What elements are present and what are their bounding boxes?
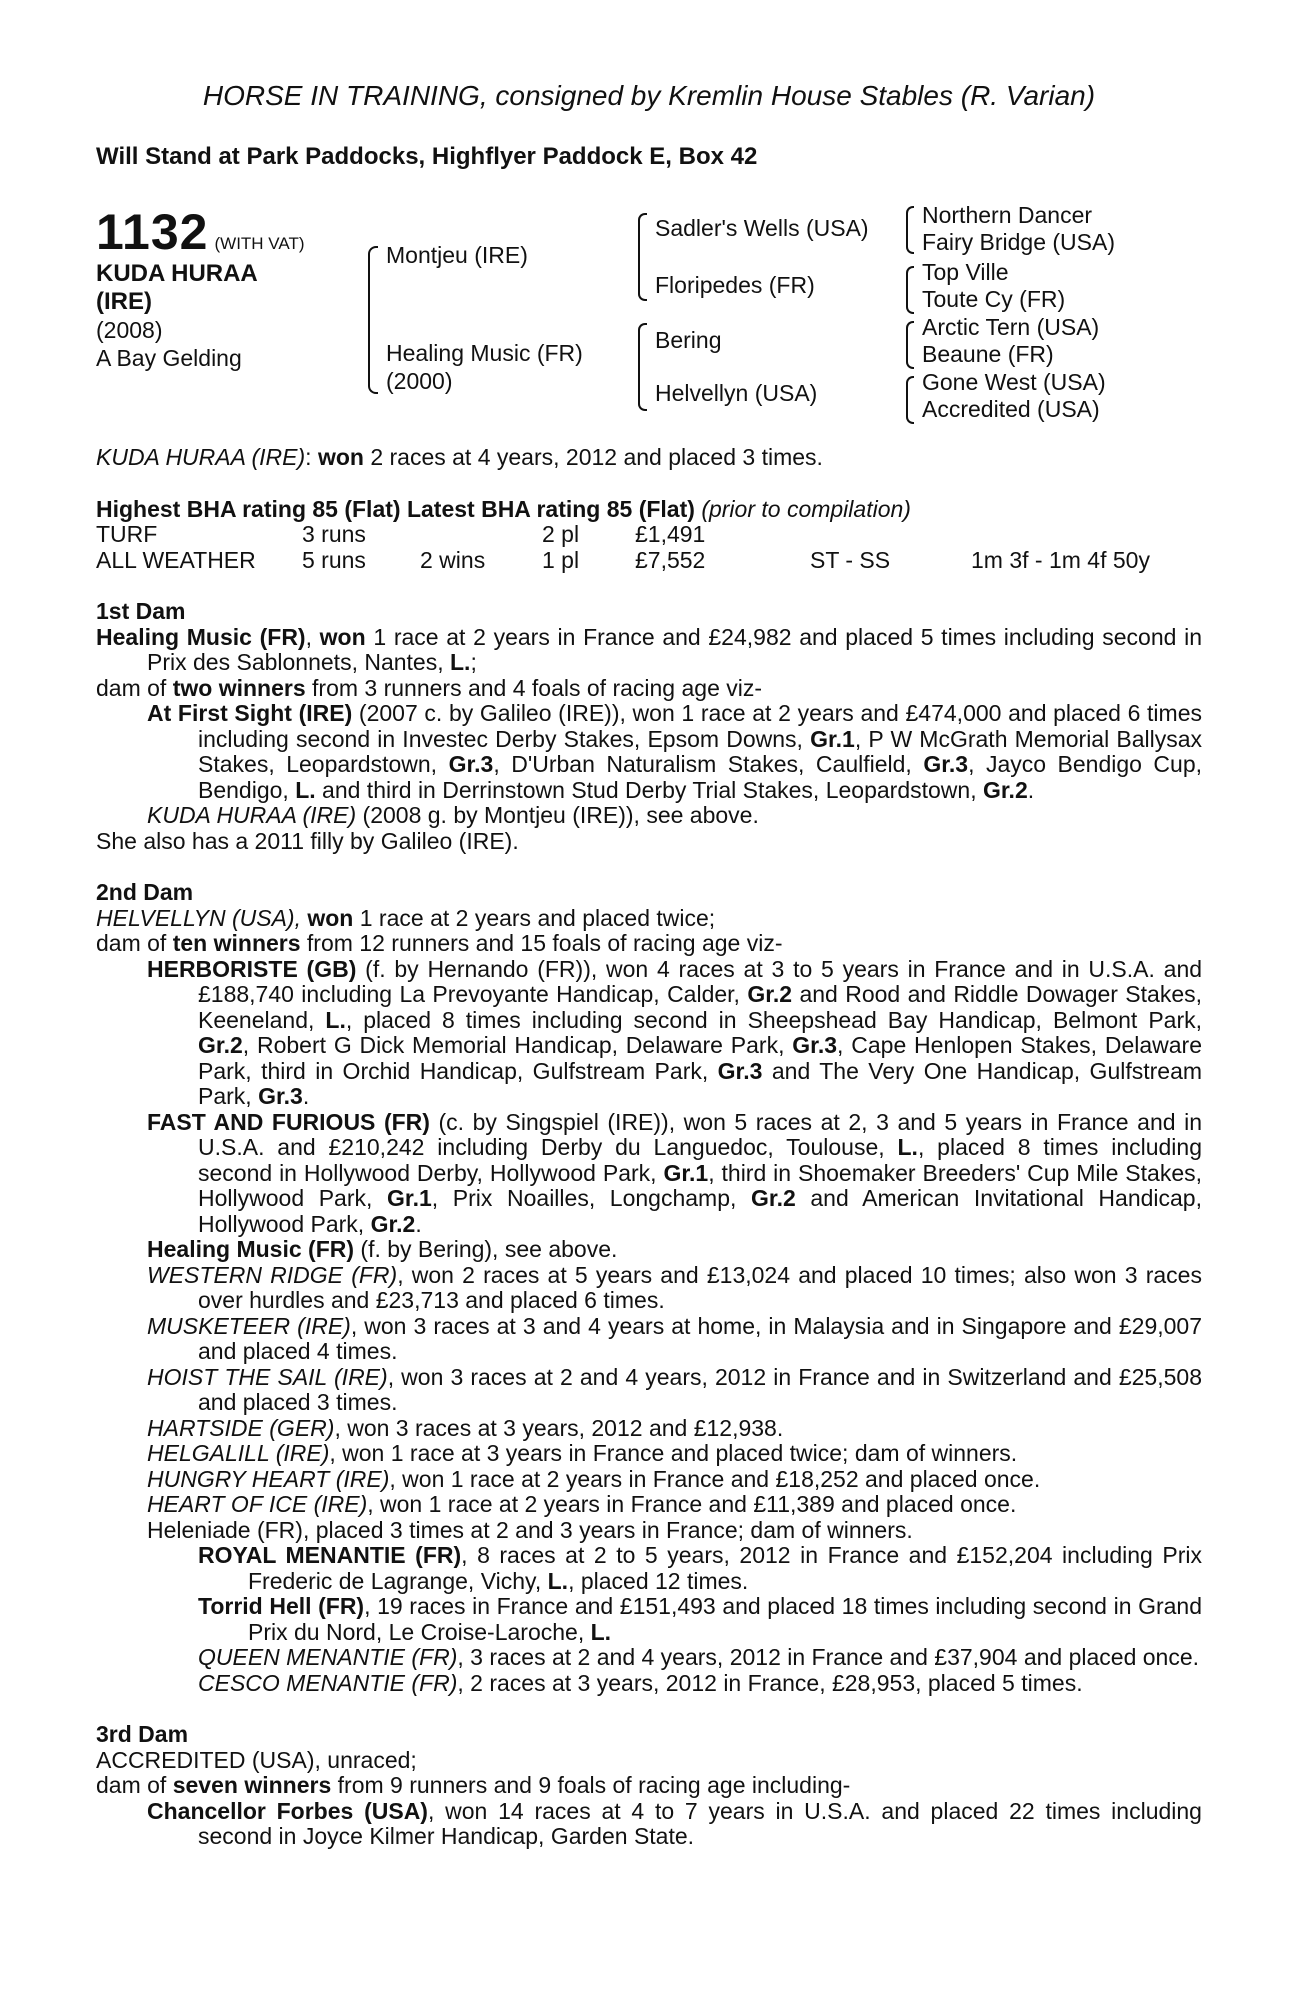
foaling-year: (2008) [96,317,163,343]
second-dam-produce-summary: dam of ten winners from 12 runners and 15 foals of racing age viz- [96,930,783,956]
first-dam-also: She also has a 2011 filly by Galileo (IRE). [96,827,519,854]
produce-herboriste: HERBORISTE (GB) (f. by Hernando (FR)), won 4 races at 3 to 5 years in France and in U.S.A. and £188,740 including La Prevoyante Handicap, Calder, Gr.2 and Rood and Riddle Dowager Stakes, Keeneland, L., placed 8 times including second in Sheepshead Bay Handicap, Belmont Park, Gr.2, Robert G Dick Memorial Handicap, Delaware Park, Gr.3, Cape Henlopen Stakes, Delaware Park, third in Orchid Handicap, Gulfstream Park, Gr.3 and The Very One Handicap, Gulfstream Park, Gr.3. [147,955,1203,1109]
third-dam-produce-summary: dam of seven winners from 9 runners and 9 foals of racing age including- [96,1772,851,1798]
sire: Montjeu (IRE) [386,242,528,268]
third-dam-heading: 3rd Dam [96,1721,189,1747]
ped-dss: Arctic Tern (USA) [922,314,1100,340]
ped-dsd: Beaune (FR) [922,341,1054,367]
sire-line-brace [638,213,647,301]
brace-3c [906,321,914,369]
stand-location: Will Stand at Park Paddocks, Highflyer Paddock E, Box 42 [96,143,758,170]
horse-description: A Bay Gelding [96,345,242,371]
produce-heart-of-ice: HEART OF ICE (IRE), won 1 race at 2 years in France and £11,389 and placed once. [147,1491,1017,1517]
ped-sds: Top Ville [922,259,1009,285]
ped-sss: Northern Dancer [922,202,1093,228]
produce-hoist-the-sail: HOIST THE SAIL (IRE), won 3 races at 2 and 4 years, 2012 in France and in Switzerland and £25,508 and placed 3 times. [147,1363,1202,1415]
produce-queen-menantie: QUEEN MENANTIE (FR), 3 races at 2 and 4 years, 2012 in France and £37,904 and placed once. [198,1644,1200,1670]
produce-fast-and-furious: FAST AND FURIOUS (FR) (c. by Singspiel (IRE)), won 5 races at 2, 3 and 5 years in France and in U.S.A. and £210,242 including Derby du Languedoc, Toulouse, L., placed 8 times including second in Hollywood Derby, Hollywood Park, Gr.1, third in Shoemaker Breeders' Cup Mile Stakes, Hollywood Park, Gr.1, Prix Noailles, Longchamp, Gr.2 and American Invitational Handicap, Hollywood Park, Gr.2. [147,1108,1203,1237]
sire-dam-brace [368,246,378,394]
consignor-heading: HORSE IN TRAINING, consigned by Kremlin House Stables (R. Varian) [202,80,1096,111]
first-dam-heading: 1st Dam [96,598,186,624]
produce-hungry-heart: HUNGRY HEART (IRE), won 1 race at 2 years in France and £18,252 and placed once. [147,1465,1041,1492]
sire-sire: Sadler's Wells (USA) [655,215,869,241]
third-dam-record: ACCREDITED (USA), unraced; [96,1746,417,1773]
produce-chancellor-forbes: Chancellor Forbes (USA), won 14 races at 4 to 7 years in U.S.A. and placed 22 times including second in Joyce Kilmer Handicap, Garden State. [147,1797,1202,1849]
ped-dds: Gone West (USA) [922,369,1106,395]
dam-line-brace [638,323,647,411]
produce-helgalill: HELGALILL (IRE), won 1 race at 3 years in France and placed twice; dam of winners. [147,1440,1018,1466]
ped-ssd: Fairy Bridge (USA) [922,229,1115,255]
dam-sire: Bering [655,327,722,353]
dam-year: (2000) [386,368,453,394]
second-dam-record: HELVELLYN (USA), won 1 race at 2 years and placed twice; [96,904,716,931]
brace-3b [906,266,914,314]
produce-kuda-huraa: KUDA HURAA (IRE) (2008 g. by Montjeu (IRE)), see above. [147,802,759,828]
first-dam-record: Healing Music (FR), won 1 race at 2 years in France and £24,982 and placed 5 times including second in Prix des Sablonnets, Nantes, L.; [96,623,1203,675]
lot-number-block [96,203,305,261]
dam: Healing Music (FR) [386,340,583,366]
race-record-body [96,445,1202,1850]
produce-musketeer: MUSKETEER (IRE), won 3 races at 3 and 4 years at home, in Malaysia and in Singapore and £29,007 and placed 4 times. [147,1312,1202,1364]
vat-note: (WITH VAT) [214,234,305,253]
second-dam-heading: 2nd Dam [96,879,194,905]
ped-ddd: Accredited (USA) [922,396,1100,422]
first-dam-produce-summary: dam of two winners from 3 runners and 4 foals of racing age viz- [96,674,763,701]
record-row-all-weather: ALL WEATHER 5 runs 2 wins 1 pl £7,552 ST - SS 1m 3f - 1m 4f 50y [96,546,1150,573]
produce-royal-menantie: ROYAL MENANTIE (FR), 8 races at 2 to 5 years, 2012 in France and £152,204 including Prix Frederic de Lagrange, Vichy, L., placed 12 times. [198,1542,1202,1594]
ped-sdd: Toute Cy (FR) [922,286,1066,312]
brace-3a [906,206,914,254]
produce-hartside: HARTSIDE (GER), won 3 races at 3 years, 2012 and £12,938. [147,1414,784,1441]
horse-name: KUDA HURAA (IRE) [96,260,257,315]
produce-torrid-hell: Torrid Hell (FR), 19 races in France and £151,493 and placed 18 times including second in Grand Prix du Nord, Le Croise-Laroche, L. [198,1593,1203,1645]
brace-3d [906,376,914,424]
produce-healing-music: Healing Music (FR) (f. by Bering), see above. [147,1236,618,1262]
produce-western-ridge: WESTERN RIDGE (FR), won 2 races at 5 years and £13,024 and placed 10 times; also won 3 races over hurdles and £23,713 and placed 6 times. [147,1261,1202,1313]
bha-rating: Highest BHA rating 85 (Flat) Latest BHA rating 85 (Flat) (prior to compilation) [96,495,911,522]
produce-heleniade: Heleniade (FR), placed 3 times at 2 and 3 years in France; dam of winners. [147,1516,913,1543]
record-row-turf: TURF 3 runs 2 pl £1,491 [96,521,706,547]
dam-dam: Helvellyn (USA) [655,380,818,406]
produce-at-first-sight: At First Sight (IRE) (2007 c. by Galileo (IRE)), won 1 race at 2 years and £474,000 and placed 6 times including second in Investec Derby Stakes, Epsom Downs, Gr.1, P W McGrath Memorial Ballysax Stakes, Leopardstown, Gr.3, D'Urban Naturalism Stakes, Caulfield, Gr.3, Jayco Bendigo Cup, Bendigo, L. and third in Derrinstown Stud Derby Trial Stakes, Leopardstown, Gr.2. [147,700,1203,803]
produce-cesco-menantie: CESCO MENANTIE (FR), 2 races at 3 years, 2012 in France, £28,953, placed 5 times. [198,1669,1083,1696]
horse-info [96,316,242,372]
lot-number: 1132 [96,204,209,260]
sire-dam: Floripedes (FR) [655,272,815,298]
performance-summary: KUDA HURAA (IRE): won 2 races at 4 years, 2012 and placed 3 times. [96,444,823,470]
